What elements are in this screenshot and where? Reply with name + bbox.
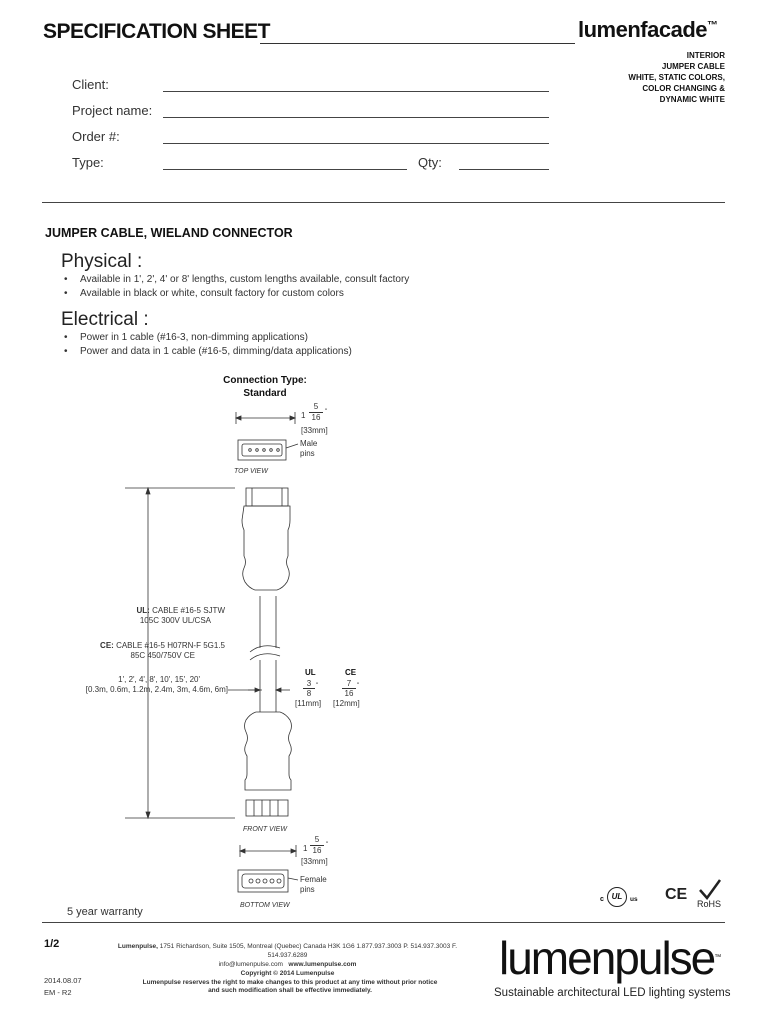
page-number: 1/2 <box>44 938 60 950</box>
cul-us-listed-logo <box>600 884 650 908</box>
disclaimer-line: and such modification shall be effective immediately. <box>208 987 372 994</box>
footer-contact <box>100 942 475 978</box>
footer-divider <box>42 922 725 923</box>
ce-dim-mm: [12mm] <box>333 699 360 708</box>
ce-dim-head: CE <box>345 668 357 677</box>
fraction-num: 7 <box>346 679 352 688</box>
category-line: COLOR CHANGING & <box>642 84 725 93</box>
brand-trademark: ™ <box>707 19 718 32</box>
section-title: JUMPER CABLE, WIELAND CONNECTOR <box>45 226 293 240</box>
ce-label: CE: <box>100 641 114 650</box>
brand-text: lumenfacade <box>578 17 707 42</box>
list-item: • Power in 1 cable (#16-3, non-dimming applications) <box>64 331 352 345</box>
electrical-heading: Electrical : <box>61 309 149 330</box>
list-item: • Available in black or white, consult factory for custom colors <box>64 287 409 301</box>
ce-dim-unit: " <box>357 682 360 689</box>
project-name-label: Project name: <box>72 103 153 118</box>
company-name: Lumenpulse, <box>117 943 158 950</box>
type-label: Type: <box>72 155 104 170</box>
rohs-check-icon <box>698 878 722 900</box>
disclaimer-line: Lumenpulse reserves the right to make changes to this product at any time without prior notice <box>142 979 438 986</box>
ul-dim-unit: " <box>316 682 319 689</box>
logo-text: lumenpulse <box>499 932 715 984</box>
order-label: Order #: <box>72 129 120 144</box>
bottom-plug-icon <box>245 712 292 816</box>
cert-c: c <box>600 896 604 903</box>
company-address: 1751 Richardson, Suite 1505, Montreal (Quebec) Canada H3K 1G6 1.877.937.3003 P. 514.937.3003 F. 514.937.6289 <box>159 943 458 959</box>
qty-label: Qty: <box>418 155 442 170</box>
fraction-num: 5 <box>314 835 320 844</box>
bottom-dim-whole: 1 <box>303 844 308 853</box>
male-text: Male <box>300 439 318 448</box>
front-view-caption: FRONT VIEW <box>243 826 287 833</box>
list-item: • Power and data in 1 cable (#16-5, dimming/data applications) <box>64 345 352 359</box>
ul-rating: 105C 300V UL/CSA <box>139 616 211 625</box>
top-dim-unit: " <box>325 408 328 415</box>
bottom-dimension-line <box>240 845 296 857</box>
physical-heading: Physical : <box>61 251 143 272</box>
top-view-caption: TOP VIEW <box>234 468 268 475</box>
top-plug-icon <box>242 488 290 590</box>
top-dim-whole: 1 <box>301 411 306 420</box>
lumenpulse-logo <box>499 930 721 986</box>
cert-us: us <box>630 896 638 903</box>
revision-code: EM - R2 <box>44 988 72 997</box>
ul-label: UL: <box>136 606 150 615</box>
email-link[interactable]: info@lumenpulse.com <box>218 961 283 968</box>
top-dimension-line <box>236 412 295 424</box>
pins-text: pins <box>300 885 315 894</box>
female-connector-icon <box>238 870 298 892</box>
lengths-ft: 1', 2', 4', 8', 10', 15', 20' <box>118 675 200 684</box>
bottom-dim-unit: " <box>326 841 329 848</box>
revision-date: 2014.08.07 <box>44 976 82 985</box>
warranty-text: 5 year warranty <box>67 906 143 918</box>
ce-rating: 85C 450/750V CE <box>130 651 195 660</box>
disclaimer <box>120 979 460 995</box>
page-title: SPECIFICATION SHEET <box>43 20 270 43</box>
pins-text: pins <box>300 449 315 458</box>
connection-type-label: Connection Type: <box>223 375 307 386</box>
ul-dim-mm: [11mm] <box>295 699 322 708</box>
list-item: • Available in 1', 2', 4' or 8' lengths, custom lengths available, consult factory <box>64 273 409 287</box>
ce-cable: CABLE #16-5 H07RN-F 5G1.5 <box>116 641 225 650</box>
document-revision <box>44 975 82 999</box>
tagline: Sustainable architectural LED lighting systems <box>494 987 731 999</box>
rohs-label: RoHS <box>697 899 722 909</box>
fraction-den: 16 <box>309 412 323 423</box>
logo-trademark: ™ <box>714 954 722 961</box>
connection-type-value: Standard <box>243 388 287 399</box>
bottom-view-caption: BOTTOM VIEW <box>240 902 290 909</box>
website-link[interactable]: www.lumenpulse.com <box>288 961 357 968</box>
length-dimension-line <box>125 488 262 818</box>
cable-icon <box>248 596 290 712</box>
lengths-m: [0.3m, 0.6m, 1.2m, 2.4m, 3m, 4.6m, 6m] <box>85 685 228 694</box>
client-label: Client: <box>72 77 109 92</box>
fraction-den: 8 <box>303 688 315 698</box>
ul-cable: CABLE #16-5 SJTW <box>152 606 225 615</box>
ul-dim-head: UL <box>305 668 316 677</box>
male-connector-icon <box>238 440 298 460</box>
top-dim-mm: [33mm] <box>301 426 328 435</box>
bottom-dim-mm: [33mm] <box>301 857 328 866</box>
female-text: Female <box>300 875 327 884</box>
ce-mark: CE <box>665 886 688 903</box>
fraction-num: 5 <box>313 402 319 411</box>
fraction-num: 3 <box>306 679 312 688</box>
category-line: DYNAMIC WHITE <box>659 95 725 104</box>
fraction-den: 16 <box>342 688 356 698</box>
fraction-den: 16 <box>310 845 324 856</box>
copyright: Copyright © 2014 Lumenpulse <box>240 970 335 977</box>
category-line: WHITE, STATIC COLORS, <box>628 73 725 82</box>
category-line: JUMPER CABLE <box>661 62 725 71</box>
category-line: INTERIOR <box>686 51 725 60</box>
cert-ul: UL <box>607 887 627 907</box>
